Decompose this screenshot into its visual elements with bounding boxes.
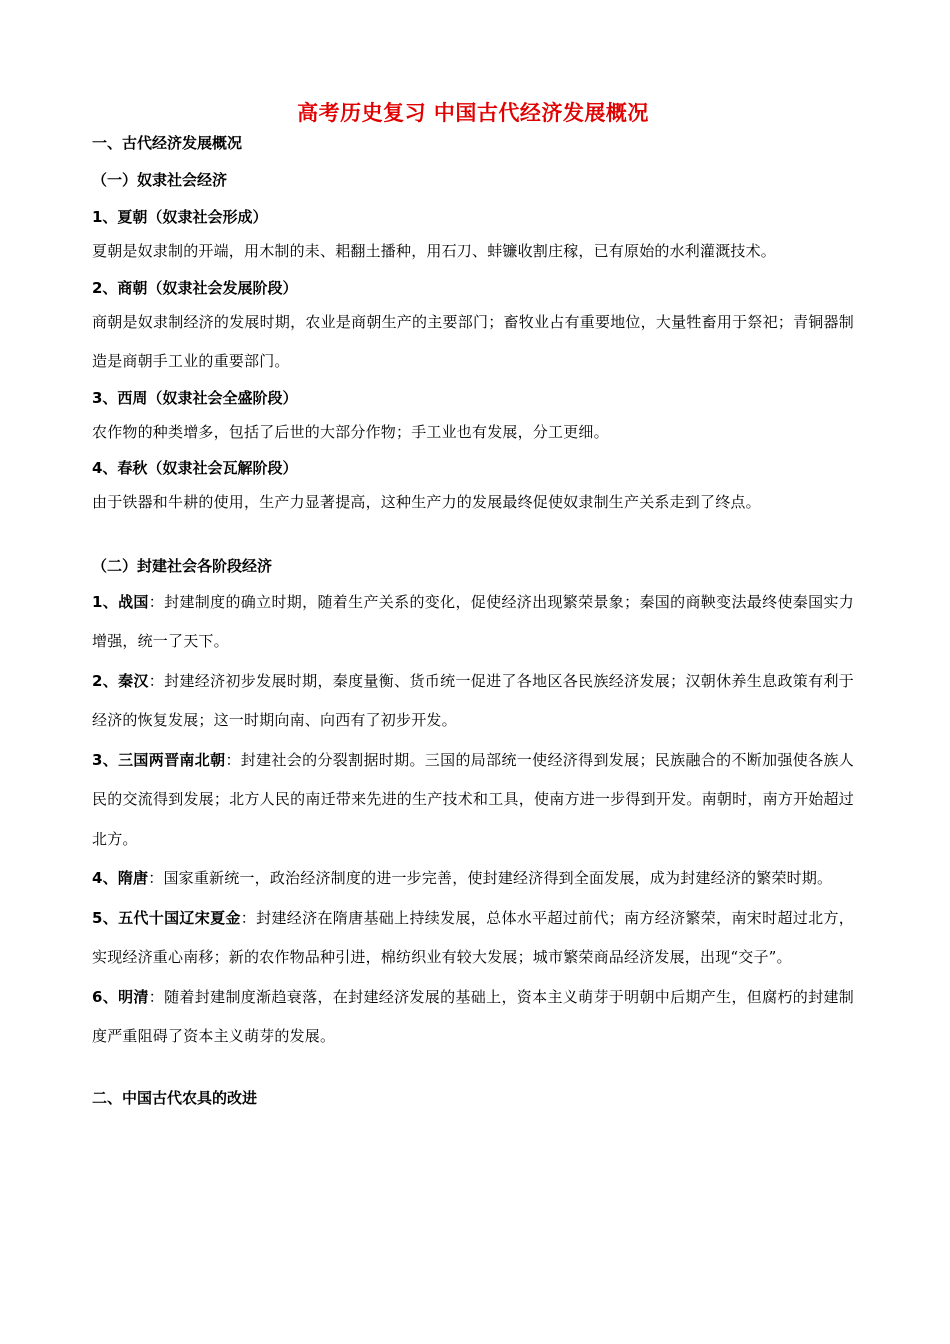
item-sanguo-lead: 3、三国两晋南北朝 [92,750,226,769]
document-page [92,96,854,1109]
item-chunqiu-heading: 4、春秋（奴隶社会瓦解阶段） [92,459,298,477]
item-mingqing [92,978,854,1057]
item-xia-heading: 1、夏朝（奴隶社会形成） [92,208,268,226]
item-xia-text: 夏朝是奴隶制的开端，用木制的耒、耜翻土播种，用石刀、蚌镰收割庄稼，已有原始的水利灌溉技术。 [92,242,777,260]
document-title: 高考历史复习 中国古代经济发展概况 [297,100,649,125]
item-wudai-text: ：封建经济在隋唐基础上持续发展，总体水平超过前代；南方经济繁荣，南宋时超过北方，实现经济重心南移；新的农作物品种引进，棉纺织业有较大发展；城市繁荣商品经济发展，出现“交子”。 [92,908,854,966]
item-qinhan [92,662,854,741]
item-qinhan-text: ：封建经济初步发展时期，秦度量衡、货币统一促进了各地区各民族经济发展；汉朝休养生息政策有利于经济的恢复发展；这一时期向南、向西有了初步开发。 [92,671,854,729]
item-qinhan-lead: 2、秦汉 [92,671,149,690]
item-suitang-lead: 4、隋唐 [92,869,149,887]
section-1-heading: 一、古代经济发展概况 [92,134,243,152]
item-sanguo [92,741,854,860]
item-xizhou-heading: 3、西周（奴隶社会全盛阶段） [92,388,298,407]
item-wudai-lead: 5、五代十国辽宋夏金 [92,908,241,927]
subsection-feudal-heading: （二）封建社会各阶段经济 [92,556,273,575]
item-shang-heading: 2、商朝（奴隶社会发展阶段） [92,278,298,297]
item-shang-text: 商朝是奴隶制经济的发展时期，农业是商朝生产的主要部门；畜牧业占有重要地位，大量牲畜用于祭祀；青铜器制造是商朝手工业的重要部门。 [92,312,854,370]
item-wudai [92,899,854,978]
item-suitang-text: ：国家重新统一，政治经济制度的进一步完善，使封建经济得到全面发展，成为封建经济的繁荣时期。 [148,869,833,887]
item-mingqing-text: ：随着封建制度渐趋衰落，在封建经济发展的基础上，资本主义萌芽于明朝中后期产生，但腐朽的封建制度严重阻碍了资本主义萌芽的发展。 [92,987,854,1045]
item-xizhou-text: 农作物的种类增多，包括了后世的大部分作物；手工业也有发展，分工更细。 [92,422,609,441]
item-zhanguo-text: ：封建制度的确立时期，随着生产关系的变化，促使经济出现繁荣景象；秦国的商鞅变法最终使秦国实力增强，统一了天下。 [92,592,854,650]
item-mingqing-lead: 6、明清 [92,987,149,1006]
item-zhanguo [92,583,854,662]
item-sanguo-text: ：封建社会的分裂割据时期。三国的局部统一使经济得到发展；民族融合的不断加强使各族人民的交流得到发展；北方人民的南迁带来先进的生产技术和工具，使南方进一步得到开发。南朝时，南方开始超过北方。 [92,750,854,848]
item-suitang [92,859,854,899]
item-zhanguo-lead: 1、战国 [92,592,149,611]
item-chunqiu-text: 由于铁器和牛耕的使用，生产力显著提高，这种生产力的发展最终促使奴隶制生产关系走到了终点。 [92,493,761,511]
section-2-heading: 二、中国古代农具的改进 [92,1088,258,1107]
subsection-slavery-heading: （一）奴隶社会经济 [92,171,228,189]
